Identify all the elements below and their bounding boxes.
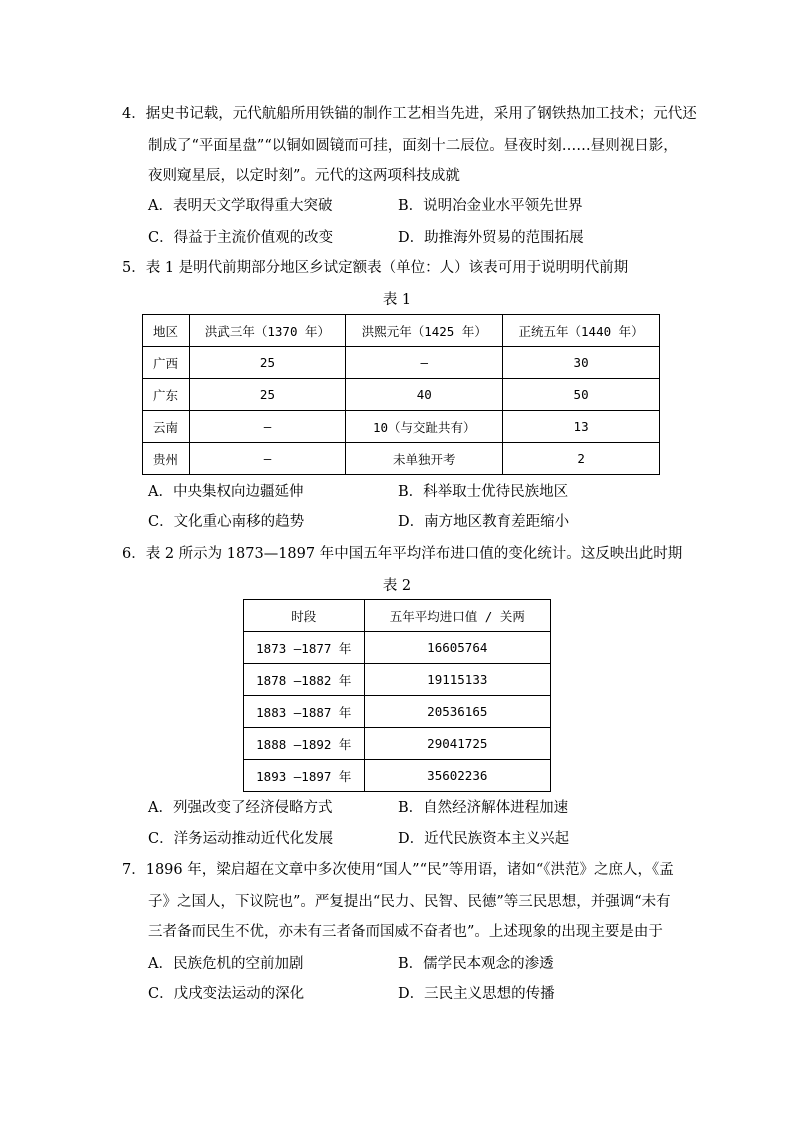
table-2-cell: 1878 —1882 年 xyxy=(244,664,365,696)
table-2-caption: 表 2 xyxy=(382,578,412,594)
table-2-cell: 29041725 xyxy=(364,728,550,760)
table-2-header-cell: 时段 xyxy=(244,600,365,632)
table-1-cell: 未单独开考 xyxy=(346,443,503,475)
table-1-cell: — xyxy=(346,347,503,379)
question-7-option-a[interactable]: A．民族危机的空前加剧 xyxy=(148,956,304,972)
question-7-line-1 xyxy=(122,860,674,880)
question-4-line-3: 夜则窥星辰，以定时刻”。元代的这两项科技成就 xyxy=(148,168,460,184)
table-2-cell: 1893 —1897 年 xyxy=(244,760,365,792)
table-1-row xyxy=(143,347,660,379)
table-1-header-cell: 正统五年（1440 年） xyxy=(503,315,660,347)
table-1-row xyxy=(143,411,660,443)
table-1-cell: 广西 xyxy=(143,347,190,379)
table-1-cell: 贵州 xyxy=(143,443,190,475)
question-6-text-1: 表 2 所示为 1873—1897 年中国五年平均洋布进口值的变化统计。这反映出此时期 xyxy=(145,546,683,562)
table-2-row xyxy=(244,760,551,792)
table-1-row xyxy=(143,379,660,411)
table-1-cell: 30 xyxy=(503,347,660,379)
table-1-cell: — xyxy=(189,443,346,475)
table-2-header-cell: 五年平均进口值 / 关两 xyxy=(364,600,550,632)
table-1-row xyxy=(143,443,660,475)
question-5-option-a[interactable]: A．中央集权向边疆延伸 xyxy=(148,484,304,500)
question-4-option-d[interactable]: D．助推海外贸易的范围拓展 xyxy=(398,230,584,246)
table-1-cell: 40 xyxy=(346,379,503,411)
table-2-cell: 19115133 xyxy=(364,664,550,696)
table-2-row xyxy=(244,696,551,728)
question-7-option-d[interactable]: D．三民主义思想的传播 xyxy=(398,986,555,1002)
table-2-row xyxy=(244,728,551,760)
question-4-text-1: 据史书记载，元代航船所用铁锚的制作工艺相当先进，采用了钢铁热加工技术；元代还 xyxy=(145,106,697,122)
table-2-cell: 16605764 xyxy=(364,632,550,664)
table-2-row xyxy=(244,664,551,696)
table-1-cell: 2 xyxy=(503,443,660,475)
table-1-cell: 50 xyxy=(503,379,660,411)
question-6-option-a[interactable]: A．列强改变了经济侵略方式 xyxy=(148,800,333,816)
question-7-text-1: 1896 年，梁启超在文章中多次使用“国人”“民”等用语，诸如“《洪范》之庶人，《孟 xyxy=(145,862,674,878)
question-6-number: 6． xyxy=(122,546,146,562)
question-4-line-2: 制成了“平面星盘”“以铜如圆镜而可挂，面刻十二辰位。昼夜时刻……昼则视日影， xyxy=(148,138,678,154)
question-6-option-c[interactable]: C．洋务运动推动近代化发展 xyxy=(148,831,334,847)
table-1-header-cell: 洪武三年（1370 年） xyxy=(189,315,346,347)
table-1-header-row xyxy=(143,315,660,347)
question-4-number: 4． xyxy=(122,106,146,122)
table-1-caption: 表 1 xyxy=(382,292,412,308)
question-4-option-a[interactable]: A．表明天文学取得重大突破 xyxy=(148,198,333,214)
table-1-header-cell: 地区 xyxy=(143,315,190,347)
table-1-cell: — xyxy=(189,411,346,443)
question-5-number: 5． xyxy=(122,260,146,276)
table-1-header-cell: 洪熙元年（1425 年） xyxy=(346,315,503,347)
table-1-cell: 13 xyxy=(503,411,660,443)
question-5-option-b[interactable]: B．科举取士优待民族地区 xyxy=(398,484,569,500)
question-5-text-1: 表 1 是明代前期部分地区乡试定额表（单位：人）该表可用于说明明代前期 xyxy=(145,260,629,276)
table-1-cell: 25 xyxy=(189,347,346,379)
table-1-cell: 云南 xyxy=(143,411,190,443)
table-2-cell: 1888 —1892 年 xyxy=(244,728,365,760)
table-2-cell: 1873 —1877 年 xyxy=(244,632,365,664)
question-7-option-c[interactable]: C．戊戌变法运动的深化 xyxy=(148,986,305,1002)
question-6-option-d[interactable]: D．近代民族资本主义兴起 xyxy=(398,831,570,847)
question-7-line-2: 子》之国人，下议院也”。严复提出“民力、民智、民德”等三民思想，并强调“未有 xyxy=(148,894,671,910)
table-2 xyxy=(243,599,551,792)
question-7-line-3: 三者备而民生不优，亦未有三者备而国威不奋者也”。上述现象的出现主要是由于 xyxy=(148,924,663,940)
question-7-option-b[interactable]: B．儒学民本观念的渗透 xyxy=(398,956,554,972)
question-5-option-d[interactable]: D．南方地区教育差距缩小 xyxy=(398,514,570,530)
table-1-cell: 25 xyxy=(189,379,346,411)
table-1-cell: 10（与交趾共有） xyxy=(346,411,503,443)
question-4-option-b[interactable]: B．说明冶金业水平领先世界 xyxy=(398,198,583,214)
table-2-cell: 35602236 xyxy=(364,760,550,792)
question-7-number: 7． xyxy=(122,862,146,878)
question-4-option-c[interactable]: C．得益于主流价值观的改变 xyxy=(148,230,334,246)
table-2-header-row xyxy=(244,600,551,632)
table-2-cell: 1883 —1887 年 xyxy=(244,696,365,728)
question-6-line-1 xyxy=(122,544,682,564)
table-2-row xyxy=(244,632,551,664)
question-5-option-c[interactable]: C．文化重心南移的趋势 xyxy=(148,514,305,530)
table-1 xyxy=(142,314,660,475)
question-4-line-1 xyxy=(122,104,697,124)
question-5-line-1 xyxy=(122,258,628,278)
question-6-option-b[interactable]: B．自然经济解体进程加速 xyxy=(398,800,569,816)
table-2-cell: 20536165 xyxy=(364,696,550,728)
table-1-cell: 广东 xyxy=(143,379,190,411)
